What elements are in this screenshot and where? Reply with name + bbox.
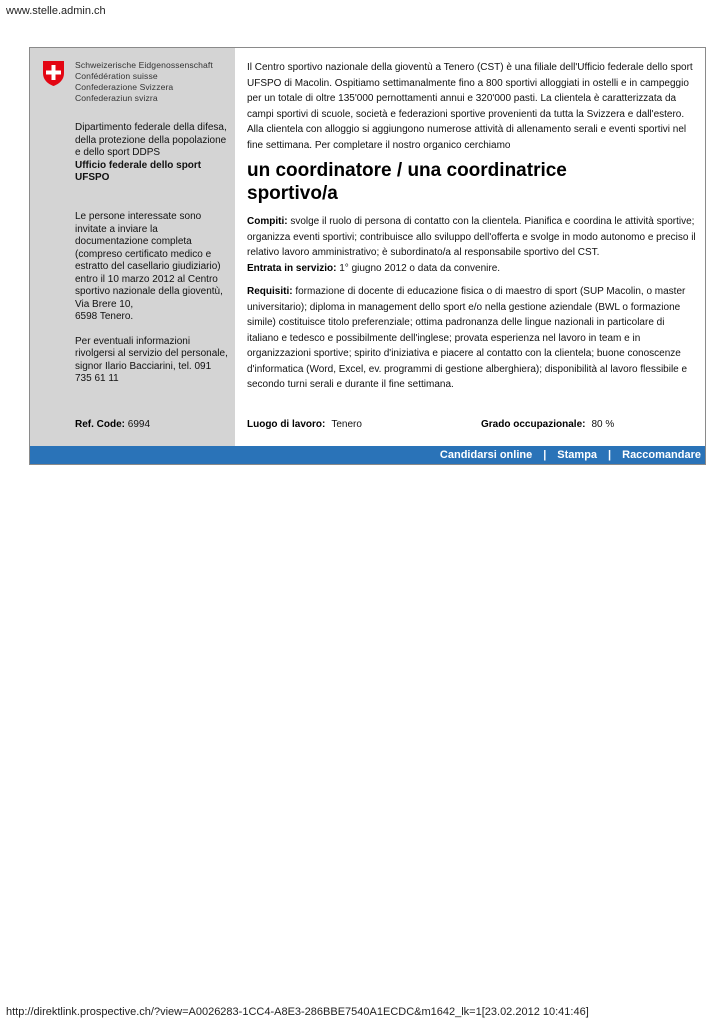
job-advertisement bbox=[29, 47, 706, 465]
confederation-name-fr: Confédération suisse bbox=[75, 71, 158, 81]
department-line: Dipartimento federale della difesa, bbox=[75, 122, 227, 133]
duties-label: Compiti: bbox=[247, 216, 288, 227]
apply-online-link[interactable]: Candidarsi online bbox=[439, 449, 533, 461]
job-title-line: sportivo/a bbox=[247, 183, 338, 204]
action-bar bbox=[30, 446, 705, 464]
confederation-name-de: Schweizerische Eidgenossenschaft bbox=[75, 60, 213, 70]
information-contact bbox=[75, 336, 230, 386]
confederation-name-rm: Confederaziun svizra bbox=[75, 93, 158, 103]
info-line: signor Ilario Bacciarini, tel. 091 bbox=[75, 360, 212, 372]
swiss-cross-shield-icon bbox=[42, 60, 65, 92]
reference-code-value: 6994 bbox=[127, 419, 151, 430]
office-abbreviation: UFSPO bbox=[75, 172, 110, 183]
info-line: 735 61 11 bbox=[75, 373, 119, 384]
print-footer-url: http://direktlink.prospective.ch/?view=A0026283-1CC4-A8E3-286BBE7540A1ECDC&m1642_lk=1[23.02.2012 10:41:46] bbox=[6, 1006, 589, 1018]
employment-grade-label: Grado occupazionale: bbox=[481, 419, 586, 430]
requirements-text: formazione di docente di educazione fisica o di maestro di sport (SUP Macolin, o master universitario); diploma in management dello sport e/o nella gestione aziendale (BWL o formazione simile) costituisce titolo preferenziale; ottima padronanza delle lingue nazionali in particolare di italiano e tedesco e possibilmente dell'inglese; provata esperienza nel lavoro in team e in organizzazioni sportive; spirito d'iniziativa e piacere al contatto con la clientela; buone conoscenze d'informatica (Word, Excel, ev. programmi di gestione alberghiera); disponibilità al lavoro flessibile e secondo turni serali e durante il fine settimana. bbox=[247, 286, 688, 390]
work-location bbox=[247, 419, 362, 430]
job-title-line: un coordinatore / una coordinatrice bbox=[247, 160, 567, 181]
recommend-link[interactable]: Raccomandare bbox=[622, 449, 701, 461]
work-location-value: Tenero bbox=[331, 419, 362, 430]
job-description bbox=[247, 60, 697, 393]
reference-code bbox=[75, 419, 150, 430]
application-line: entro il 10 marzo 2012 al Centro bbox=[75, 273, 218, 285]
application-line: 6598 Tenero. bbox=[75, 311, 134, 322]
start-date-label: Entrata in servizio: bbox=[247, 262, 337, 274]
employment-grade bbox=[481, 419, 614, 430]
application-line: Le persone interessate sono bbox=[75, 211, 202, 222]
requirements-section bbox=[247, 284, 697, 393]
requirements-label: Requisiti: bbox=[247, 286, 293, 297]
department-block bbox=[75, 122, 230, 185]
duties-text: svolge il ruolo di persona di contatto con la clientela. Pianifica e coordina le attività sportive; organizza eventi sportivi; contribuisce allo sviluppo dell'offerta e svolge in modo autonomo e preciso il relativo lavoro amministrativo; è subordinato/a al responsabile sportivo del CST. bbox=[247, 216, 696, 258]
department-line: della protezione della popolazione bbox=[75, 134, 227, 146]
start-date-text: 1° giugno 2012 o data da convenire. bbox=[339, 262, 501, 274]
duties-section bbox=[247, 214, 697, 261]
print-header-url: www.stelle.admin.ch bbox=[6, 5, 106, 17]
application-line: invitate a inviare la bbox=[75, 223, 158, 235]
application-line: (compreso certificato medico e bbox=[75, 248, 212, 260]
sidebar bbox=[30, 48, 235, 446]
department-line: e dello sport DDPS bbox=[75, 147, 161, 158]
application-line: documentazione completa bbox=[75, 236, 192, 247]
work-location-label: Luogo di lavoro: bbox=[247, 419, 326, 430]
application-line: Via Brere 10, bbox=[75, 298, 134, 310]
info-line: rivolgersi al servizio del personale, bbox=[75, 348, 228, 359]
application-line: estratto del casellario giudiziario) bbox=[75, 261, 221, 272]
reference-code-label: Ref. Code: bbox=[75, 419, 125, 430]
application-instructions bbox=[75, 211, 230, 324]
print-link[interactable]: Stampa bbox=[557, 449, 598, 461]
confederation-name bbox=[75, 60, 213, 104]
intro-paragraph: Il Centro sportivo nazionale della gioventù a Tenero (CST) è una filiale dell'Ufficio federale dello sport UFSPO di Macolin. Ospitiamo settimanalmente fino a 800 sportivi alloggiati in ostelli e in campeggio per un totale di oltre 135'000 pernottamenti annui e 320'000 pasti. La clientela è caratterizzata da campi sportivi di scuole, società e federazioni sportive provenienti da tutta la Svizzera e dall'estero. Alla clientela con alloggio si aggiungono numerose attività di allenamento serali e eventi sportivi nel fine settimana. Per completare il nostro organico cerchiamo bbox=[247, 62, 693, 151]
action-separator: | bbox=[608, 449, 612, 461]
employment-grade-value: 80 % bbox=[591, 419, 615, 430]
confederation-name-it: Confederazione Svizzera bbox=[75, 82, 174, 92]
job-title bbox=[247, 159, 697, 205]
action-separator: | bbox=[543, 449, 547, 461]
application-line: sportivo nazionale della gioventù, bbox=[75, 286, 223, 297]
contact-block bbox=[75, 211, 230, 398]
start-date-section bbox=[247, 261, 697, 277]
office-name: Ufficio federale dello sport bbox=[75, 159, 202, 171]
info-line: Per eventuali informazioni bbox=[75, 335, 191, 347]
